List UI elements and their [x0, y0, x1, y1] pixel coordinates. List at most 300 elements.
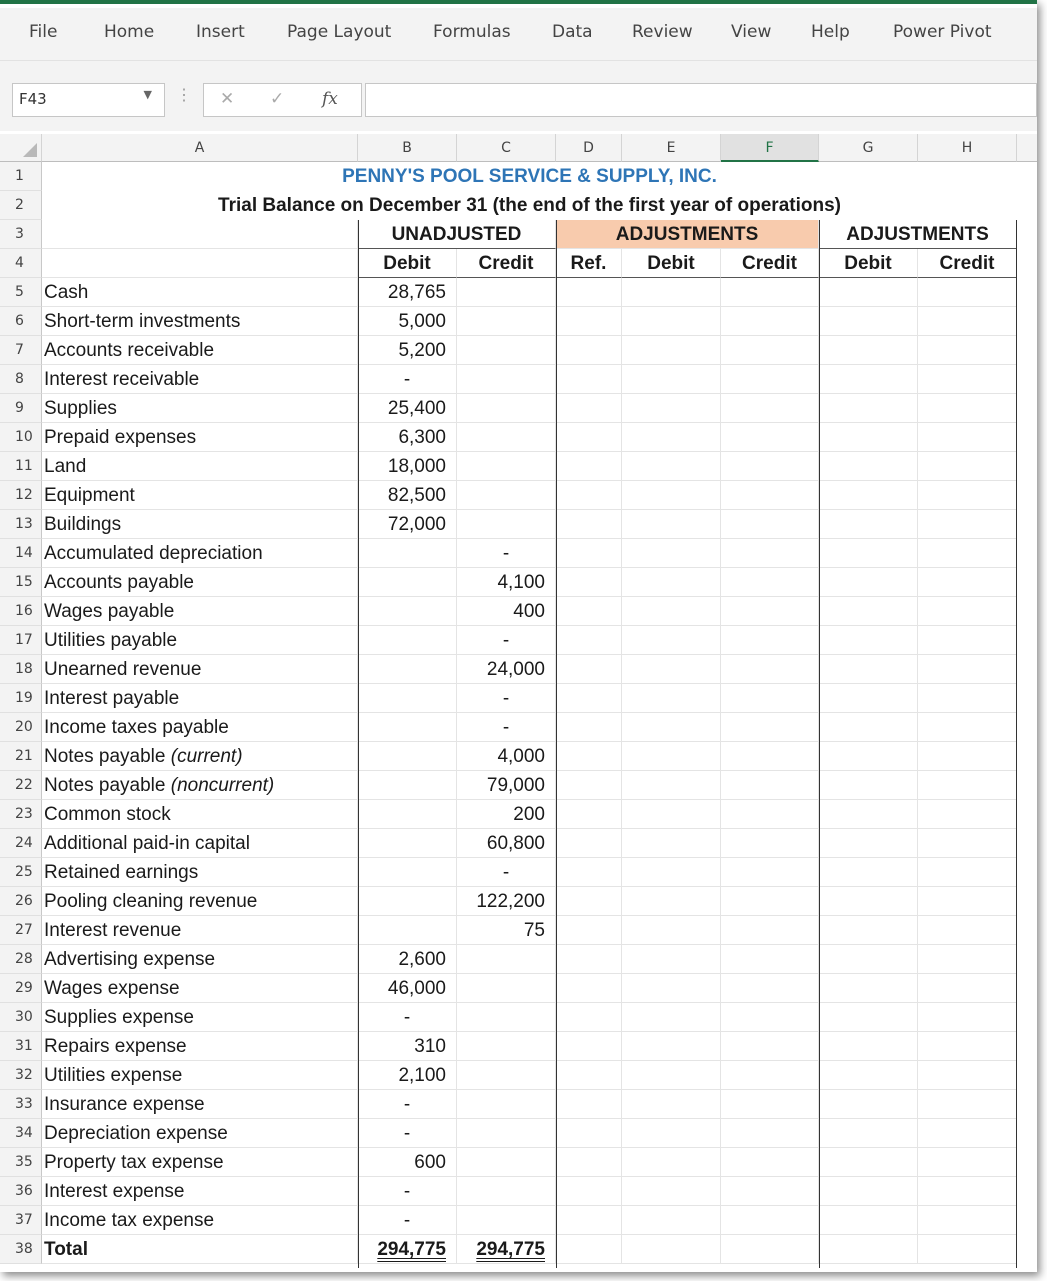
cell[interactable] — [622, 1119, 721, 1148]
cell[interactable] — [721, 626, 819, 655]
cell[interactable] — [556, 481, 622, 510]
account-name[interactable] — [42, 365, 358, 394]
cell[interactable] — [819, 568, 918, 597]
cell[interactable] — [622, 597, 721, 626]
cell[interactable] — [819, 1235, 918, 1264]
cell[interactable] — [622, 394, 721, 423]
account-name[interactable] — [42, 916, 358, 945]
cell[interactable] — [819, 655, 918, 684]
cell[interactable] — [556, 771, 622, 800]
cell[interactable] — [819, 945, 918, 974]
cell[interactable] — [556, 887, 622, 916]
column-header-g[interactable]: G — [819, 134, 918, 162]
row-header[interactable]: 32 — [0, 1061, 42, 1090]
cell[interactable] — [42, 220, 358, 249]
credit-value[interactable] — [457, 1177, 556, 1206]
cell[interactable] — [819, 916, 918, 945]
cell[interactable] — [622, 423, 721, 452]
cell[interactable] — [819, 423, 918, 452]
cell[interactable] — [556, 336, 622, 365]
cell[interactable] — [721, 597, 819, 626]
cell[interactable] — [622, 1206, 721, 1235]
total-credit[interactable] — [457, 1235, 556, 1264]
column-header-e[interactable]: E — [622, 134, 721, 162]
credit-value[interactable] — [457, 278, 556, 307]
cell[interactable] — [622, 713, 721, 742]
debit-value[interactable]: 5,000 — [358, 307, 457, 336]
cell[interactable] — [918, 655, 1017, 684]
credit-value[interactable]: - — [457, 713, 556, 742]
cell[interactable] — [721, 742, 819, 771]
row-header[interactable]: 8 — [0, 365, 42, 394]
cell[interactable] — [622, 626, 721, 655]
cell[interactable] — [819, 481, 918, 510]
cell[interactable] — [622, 887, 721, 916]
debit-value[interactable]: - — [358, 1119, 457, 1148]
credit-value[interactable]: - — [457, 858, 556, 887]
credit-value[interactable]: 400 — [457, 597, 556, 626]
credit-value[interactable]: 24,000 — [457, 655, 556, 684]
cell[interactable] — [918, 626, 1017, 655]
row-header[interactable]: 21 — [0, 742, 42, 771]
credit-value[interactable] — [457, 481, 556, 510]
account-name[interactable] — [42, 1148, 358, 1177]
debit-value[interactable] — [358, 742, 457, 771]
row-header[interactable]: 36 — [0, 1177, 42, 1206]
account-name[interactable] — [42, 684, 358, 713]
cell[interactable] — [721, 568, 819, 597]
chevron-down-icon[interactable]: ▼ — [143, 88, 152, 101]
cell[interactable] — [622, 1061, 721, 1090]
formula-input[interactable] — [365, 83, 1037, 117]
cell[interactable] — [556, 1061, 622, 1090]
cell[interactable] — [918, 1003, 1017, 1032]
cell[interactable] — [556, 1235, 622, 1264]
debit-value[interactable] — [358, 568, 457, 597]
account-name[interactable] — [42, 1177, 358, 1206]
credit-value[interactable] — [457, 1090, 556, 1119]
row-header[interactable]: 16 — [0, 597, 42, 626]
cell[interactable] — [721, 278, 819, 307]
cell[interactable] — [721, 858, 819, 887]
row-header[interactable]: 22 — [0, 771, 42, 800]
debit-value[interactable]: - — [358, 1003, 457, 1032]
debit-value[interactable]: 2,600 — [358, 945, 457, 974]
cell[interactable] — [918, 278, 1017, 307]
row-header[interactable]: 5 — [0, 278, 42, 307]
cell[interactable] — [556, 394, 622, 423]
select-all-corner[interactable] — [0, 134, 42, 162]
cell[interactable] — [819, 539, 918, 568]
credit-value[interactable] — [457, 1061, 556, 1090]
debit-value[interactable] — [358, 713, 457, 742]
cell[interactable] — [556, 684, 622, 713]
menu-file[interactable]: File — [29, 22, 58, 42]
credit-value[interactable]: 60,800 — [457, 829, 556, 858]
debit-value[interactable]: - — [358, 1206, 457, 1235]
cell[interactable] — [819, 1148, 918, 1177]
debit-value[interactable] — [358, 655, 457, 684]
cell[interactable] — [556, 713, 622, 742]
debit-value[interactable]: 600 — [358, 1148, 457, 1177]
cell[interactable] — [721, 771, 819, 800]
row-header[interactable]: 19 — [0, 684, 42, 713]
credit-value[interactable] — [457, 1148, 556, 1177]
cell[interactable] — [918, 1206, 1017, 1235]
cell[interactable] — [721, 916, 819, 945]
cell[interactable] — [721, 713, 819, 742]
cell[interactable] — [622, 452, 721, 481]
debit-value[interactable] — [358, 887, 457, 916]
account-name[interactable] — [42, 742, 358, 771]
row-header[interactable]: 23 — [0, 800, 42, 829]
row-header[interactable]: 33 — [0, 1090, 42, 1119]
cell[interactable] — [721, 336, 819, 365]
cell[interactable] — [622, 1177, 721, 1206]
cell[interactable] — [622, 829, 721, 858]
cell[interactable] — [721, 1119, 819, 1148]
credit-value[interactable]: 75 — [457, 916, 556, 945]
cell[interactable] — [819, 307, 918, 336]
cell[interactable] — [622, 655, 721, 684]
debit-value[interactable] — [358, 771, 457, 800]
account-name[interactable] — [42, 597, 358, 626]
cell[interactable] — [556, 626, 622, 655]
cell[interactable] — [721, 423, 819, 452]
cell[interactable] — [622, 974, 721, 1003]
cell[interactable] — [721, 1061, 819, 1090]
cell[interactable] — [819, 887, 918, 916]
total-debit[interactable] — [358, 1235, 457, 1264]
cell[interactable] — [819, 1119, 918, 1148]
account-name[interactable] — [42, 1206, 358, 1235]
credit-value[interactable]: - — [457, 626, 556, 655]
account-name[interactable] — [42, 1061, 358, 1090]
cell[interactable] — [556, 278, 622, 307]
cell[interactable] — [556, 1032, 622, 1061]
cell[interactable] — [556, 742, 622, 771]
cell[interactable] — [918, 1090, 1017, 1119]
account-name[interactable] — [42, 1032, 358, 1061]
cell[interactable] — [721, 684, 819, 713]
account-name[interactable] — [42, 800, 358, 829]
cell[interactable] — [819, 336, 918, 365]
debit-value[interactable]: - — [358, 1177, 457, 1206]
cell[interactable] — [721, 887, 819, 916]
account-name[interactable] — [42, 336, 358, 365]
account-name[interactable] — [42, 887, 358, 916]
cell[interactable] — [556, 1003, 622, 1032]
cell[interactable] — [819, 394, 918, 423]
menu-power-pivot[interactable]: Power Pivot — [893, 22, 992, 42]
cell[interactable] — [721, 1235, 819, 1264]
account-name[interactable] — [42, 568, 358, 597]
account-name[interactable] — [42, 1119, 358, 1148]
credit-value[interactable]: 4,000 — [457, 742, 556, 771]
row-header[interactable]: 4 — [0, 249, 42, 278]
function-icon[interactable]: fx — [322, 89, 338, 109]
credit-value[interactable] — [457, 1119, 556, 1148]
cell[interactable] — [721, 394, 819, 423]
cell[interactable] — [556, 1090, 622, 1119]
cell[interactable] — [622, 568, 721, 597]
column-header-c[interactable]: C — [457, 134, 556, 162]
cell[interactable] — [819, 452, 918, 481]
cell[interactable] — [721, 1003, 819, 1032]
cell[interactable] — [819, 858, 918, 887]
debit-value[interactable] — [358, 858, 457, 887]
cell[interactable] — [918, 568, 1017, 597]
row-header[interactable]: 34 — [0, 1119, 42, 1148]
account-name[interactable] — [42, 394, 358, 423]
cell[interactable] — [918, 307, 1017, 336]
cell[interactable] — [918, 713, 1017, 742]
row-header[interactable]: 26 — [0, 887, 42, 916]
cell[interactable] — [622, 307, 721, 336]
row-header[interactable]: 35 — [0, 1148, 42, 1177]
credit-value[interactable] — [457, 423, 556, 452]
debit-value[interactable]: 5,200 — [358, 336, 457, 365]
menu-data[interactable]: Data — [552, 22, 593, 42]
cell[interactable] — [622, 1090, 721, 1119]
credit-value[interactable]: 122,200 — [457, 887, 556, 916]
account-name[interactable] — [42, 452, 358, 481]
cell[interactable] — [42, 249, 358, 278]
cell[interactable] — [918, 423, 1017, 452]
menu-formulas[interactable]: Formulas — [433, 22, 511, 42]
debit-value[interactable] — [358, 916, 457, 945]
row-header[interactable]: 15 — [0, 568, 42, 597]
cell[interactable] — [721, 1032, 819, 1061]
cell[interactable] — [819, 829, 918, 858]
credit-value[interactable]: 79,000 — [457, 771, 556, 800]
cell[interactable] — [556, 858, 622, 887]
menu-home[interactable]: Home — [104, 22, 155, 42]
debit-value[interactable] — [358, 684, 457, 713]
cell[interactable] — [918, 1177, 1017, 1206]
account-name[interactable] — [42, 1090, 358, 1119]
cell[interactable] — [819, 742, 918, 771]
credit-value[interactable]: - — [457, 539, 556, 568]
debit-value[interactable]: - — [358, 365, 457, 394]
account-name[interactable] — [42, 307, 358, 336]
cell[interactable] — [721, 510, 819, 539]
debit-value[interactable]: 72,000 — [358, 510, 457, 539]
credit-value[interactable] — [457, 1032, 556, 1061]
cell[interactable] — [918, 742, 1017, 771]
credit-value[interactable] — [457, 945, 556, 974]
debit-value[interactable]: - — [358, 1090, 457, 1119]
column-header-a[interactable]: A — [42, 134, 358, 162]
cell[interactable] — [721, 1206, 819, 1235]
cell[interactable] — [819, 713, 918, 742]
account-name[interactable] — [42, 423, 358, 452]
cell[interactable] — [721, 1148, 819, 1177]
debit-value[interactable]: 28,765 — [358, 278, 457, 307]
cell[interactable] — [819, 1177, 918, 1206]
cell[interactable] — [819, 365, 918, 394]
name-box[interactable] — [12, 83, 165, 117]
row-header[interactable]: 37 — [0, 1206, 42, 1235]
row-header[interactable]: 14 — [0, 539, 42, 568]
account-name[interactable] — [42, 713, 358, 742]
cell[interactable] — [819, 278, 918, 307]
cell[interactable] — [556, 452, 622, 481]
cell[interactable] — [622, 800, 721, 829]
account-name[interactable] — [42, 829, 358, 858]
row-header[interactable]: 11 — [0, 452, 42, 481]
cell[interactable] — [918, 829, 1017, 858]
account-name[interactable] — [42, 655, 358, 684]
cell[interactable] — [721, 655, 819, 684]
cell[interactable] — [819, 597, 918, 626]
cell[interactable] — [556, 800, 622, 829]
cell[interactable] — [918, 452, 1017, 481]
cell[interactable] — [622, 684, 721, 713]
cell[interactable] — [918, 394, 1017, 423]
cell[interactable] — [721, 974, 819, 1003]
cell[interactable] — [622, 1003, 721, 1032]
cell[interactable] — [819, 1032, 918, 1061]
total-label[interactable]: Total — [42, 1235, 358, 1264]
cell[interactable] — [819, 974, 918, 1003]
cell[interactable] — [918, 800, 1017, 829]
row-header[interactable]: 30 — [0, 1003, 42, 1032]
menu-insert[interactable]: Insert — [196, 22, 245, 42]
credit-value[interactable]: 200 — [457, 800, 556, 829]
cell[interactable] — [622, 945, 721, 974]
row-header[interactable]: 9 — [0, 394, 42, 423]
cell[interactable] — [556, 365, 622, 394]
account-name[interactable] — [42, 510, 358, 539]
cell[interactable] — [556, 916, 622, 945]
cell[interactable] — [556, 597, 622, 626]
cell[interactable] — [918, 510, 1017, 539]
debit-value[interactable]: 310 — [358, 1032, 457, 1061]
cell[interactable] — [556, 423, 622, 452]
enter-check-icon[interactable]: ✓ — [270, 89, 285, 109]
cell[interactable] — [622, 539, 721, 568]
account-name[interactable] — [42, 945, 358, 974]
cell[interactable] — [918, 887, 1017, 916]
credit-value[interactable] — [457, 1003, 556, 1032]
debit-value[interactable]: 6,300 — [358, 423, 457, 452]
debit-value[interactable] — [358, 626, 457, 655]
cell[interactable] — [556, 1177, 622, 1206]
row-header[interactable]: 17 — [0, 626, 42, 655]
column-header-f[interactable]: F — [721, 134, 819, 162]
cell[interactable] — [622, 771, 721, 800]
cell[interactable] — [721, 307, 819, 336]
cell[interactable] — [819, 510, 918, 539]
credit-value[interactable] — [457, 336, 556, 365]
cell[interactable] — [918, 1061, 1017, 1090]
cell[interactable] — [622, 858, 721, 887]
cell[interactable] — [721, 539, 819, 568]
row-header[interactable]: 24 — [0, 829, 42, 858]
column-header-b[interactable]: B — [358, 134, 457, 162]
column-header-h[interactable]: H — [918, 134, 1017, 162]
cell[interactable] — [556, 307, 622, 336]
row-header[interactable]: 1 — [0, 162, 42, 191]
credit-value[interactable] — [457, 394, 556, 423]
debit-value[interactable]: 2,100 — [358, 1061, 457, 1090]
debit-value[interactable]: 25,400 — [358, 394, 457, 423]
debit-value[interactable] — [358, 800, 457, 829]
cell[interactable] — [556, 510, 622, 539]
cell[interactable] — [918, 916, 1017, 945]
account-name[interactable] — [42, 858, 358, 887]
debit-value[interactable]: 46,000 — [358, 974, 457, 1003]
debit-value[interactable]: 18,000 — [358, 452, 457, 481]
row-header[interactable]: 7 — [0, 336, 42, 365]
row-header[interactable]: 28 — [0, 945, 42, 974]
cell[interactable] — [622, 1032, 721, 1061]
cell[interactable] — [819, 626, 918, 655]
cancel-icon[interactable]: ✕ — [220, 89, 235, 109]
cell[interactable] — [721, 481, 819, 510]
cell[interactable] — [918, 771, 1017, 800]
cell[interactable] — [918, 858, 1017, 887]
credit-value[interactable] — [457, 365, 556, 394]
row-header[interactable]: 10 — [0, 423, 42, 452]
row-header[interactable]: 12 — [0, 481, 42, 510]
row-header[interactable]: 2 — [0, 191, 42, 220]
menu-help[interactable]: Help — [811, 22, 850, 42]
cell[interactable] — [556, 1148, 622, 1177]
cell[interactable] — [918, 1148, 1017, 1177]
row-header[interactable]: 13 — [0, 510, 42, 539]
cell[interactable] — [819, 1003, 918, 1032]
cell[interactable] — [918, 481, 1017, 510]
cell[interactable] — [918, 365, 1017, 394]
row-header[interactable]: 20 — [0, 713, 42, 742]
account-name[interactable] — [42, 771, 358, 800]
credit-value[interactable] — [457, 1206, 556, 1235]
account-name[interactable] — [42, 539, 358, 568]
cell[interactable] — [918, 1119, 1017, 1148]
cell[interactable] — [556, 829, 622, 858]
menu-view[interactable]: View — [731, 22, 772, 42]
debit-value[interactable] — [358, 597, 457, 626]
cell[interactable] — [819, 1090, 918, 1119]
cell[interactable] — [556, 539, 622, 568]
cell[interactable] — [556, 655, 622, 684]
cell[interactable] — [556, 1206, 622, 1235]
cell[interactable] — [622, 742, 721, 771]
cell[interactable] — [918, 945, 1017, 974]
account-name[interactable] — [42, 481, 358, 510]
row-header[interactable]: 31 — [0, 1032, 42, 1061]
cell[interactable] — [819, 684, 918, 713]
cell[interactable] — [721, 800, 819, 829]
row-header[interactable]: 29 — [0, 974, 42, 1003]
credit-value[interactable] — [457, 452, 556, 481]
cell[interactable] — [918, 684, 1017, 713]
row-header[interactable]: 18 — [0, 655, 42, 684]
debit-value[interactable] — [358, 539, 457, 568]
row-header[interactable]: 6 — [0, 307, 42, 336]
cell[interactable] — [622, 510, 721, 539]
account-name[interactable] — [42, 1003, 358, 1032]
cell[interactable] — [556, 945, 622, 974]
cell[interactable] — [819, 1206, 918, 1235]
cell[interactable] — [556, 568, 622, 597]
credit-value[interactable]: - — [457, 684, 556, 713]
debit-value[interactable]: 82,500 — [358, 481, 457, 510]
account-name[interactable] — [42, 626, 358, 655]
cell[interactable] — [721, 1177, 819, 1206]
